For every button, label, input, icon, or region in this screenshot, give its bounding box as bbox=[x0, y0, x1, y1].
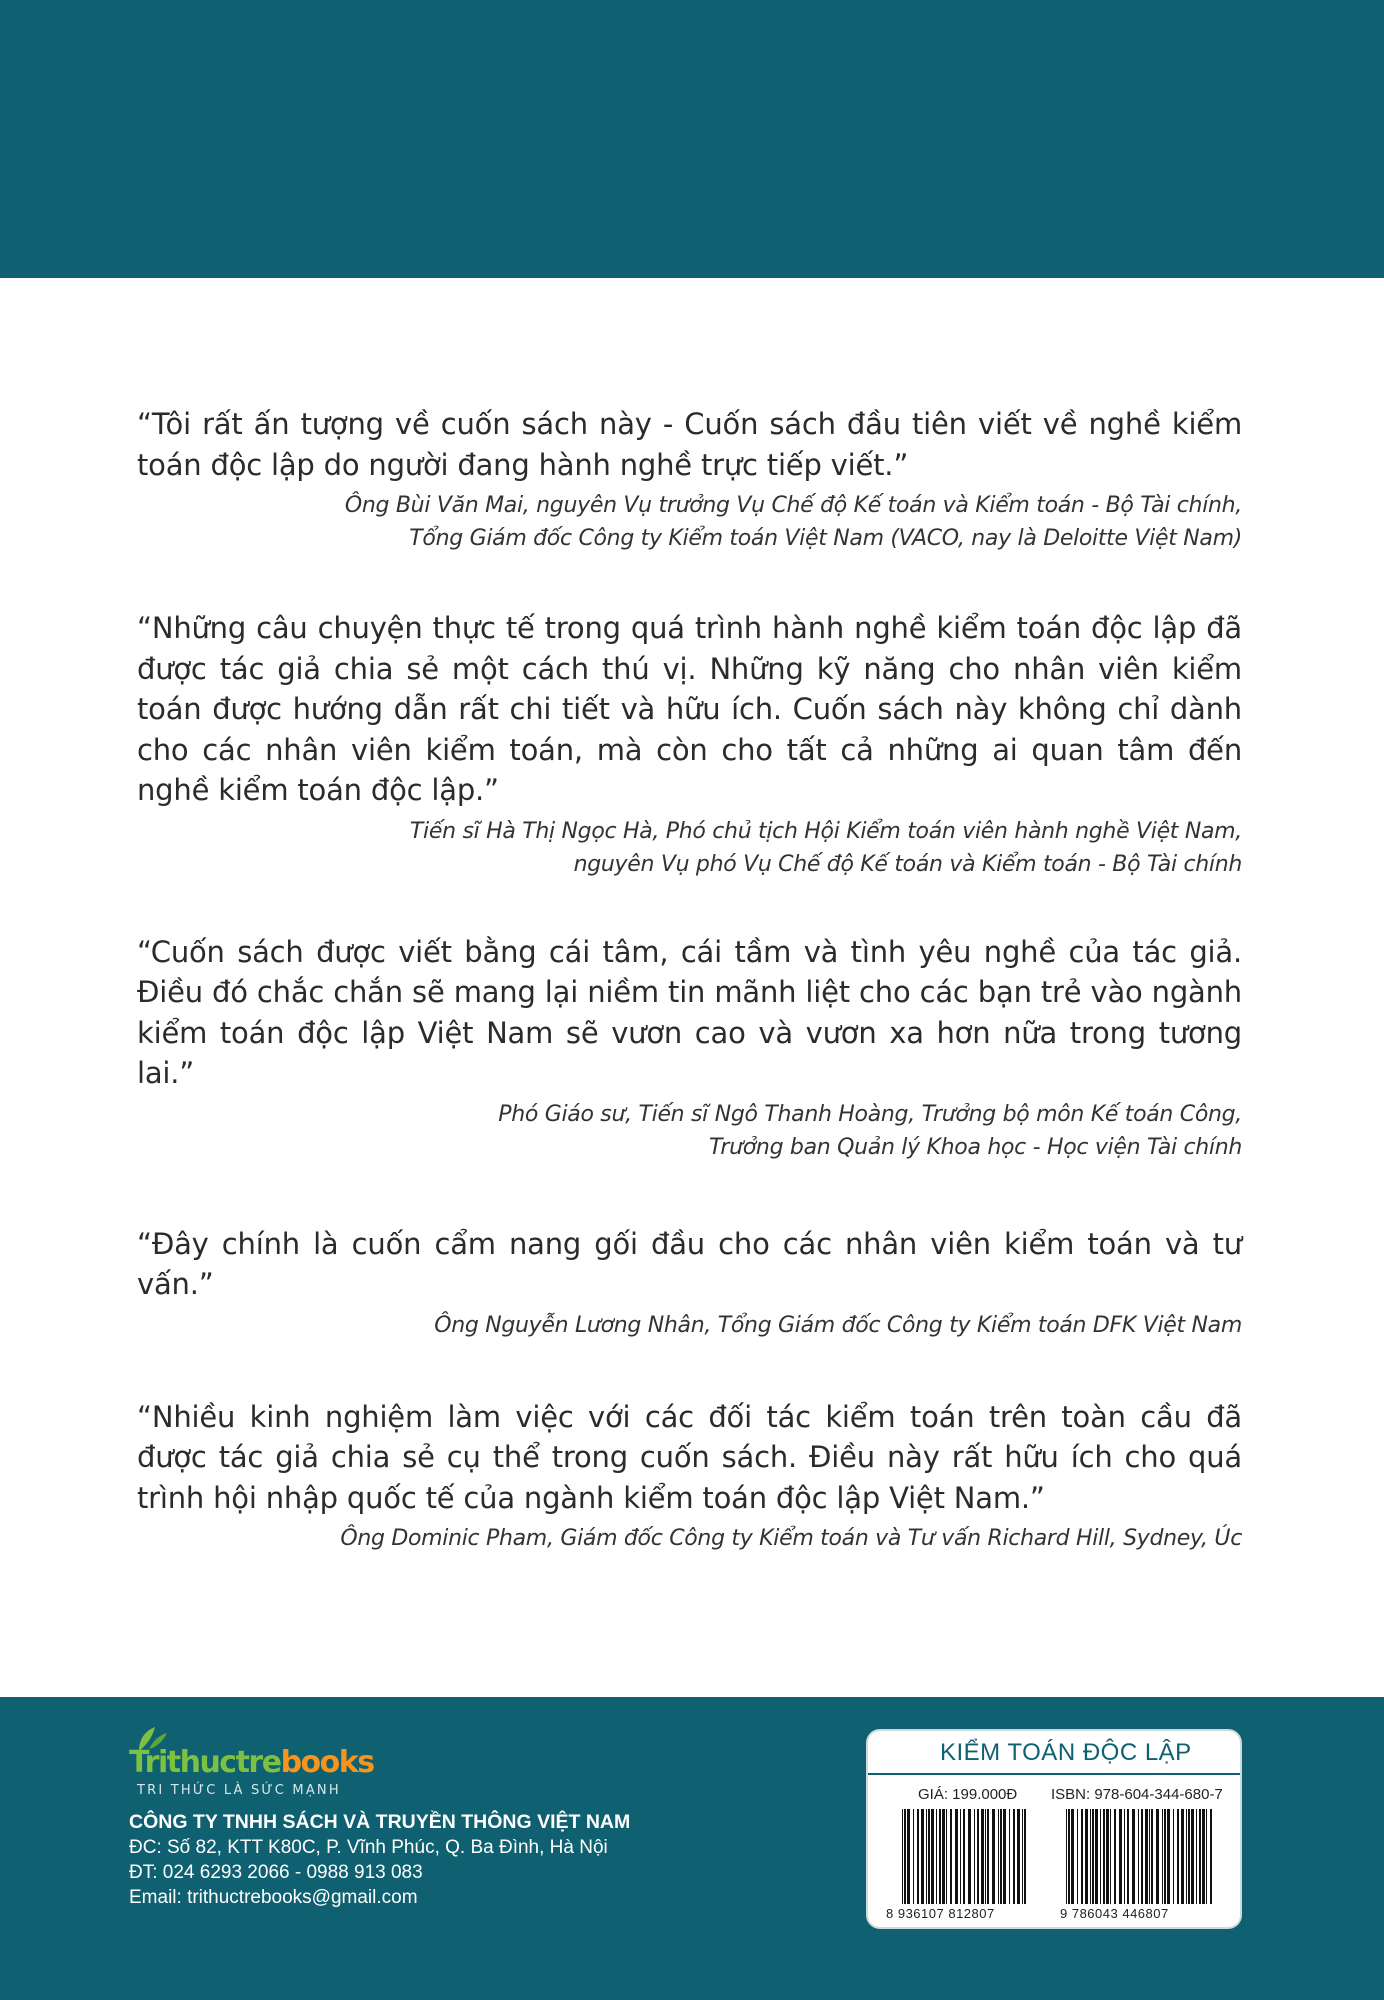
price-label: GIÁ: 199.000Đ bbox=[918, 1786, 1018, 1803]
barcode-stripe bbox=[1164, 1809, 1166, 1904]
attribution-line: Tiến sĩ Hà Thị Ngọc Hà, Phó chủ tịch Hội Kiểm toán viên hành nghề Việt Nam, bbox=[409, 818, 1242, 844]
barcode-right bbox=[1064, 1809, 1214, 1904]
logo-wordmark bbox=[129, 1745, 374, 1780]
logo-wordmark-part1: Trithuctre bbox=[129, 1745, 281, 1780]
testimonial-1-attribution bbox=[137, 489, 1242, 555]
testimonial-1-text: “Tôi rất ấn tượng về cuốn sách này - Cuốn sách đầu tiên viết về nghề kiểm toán độc lập do người đang hành nghề trực tiếp viết.” bbox=[137, 407, 1242, 482]
attribution-line: Ông Nguyễn Lương Nhân, Tổng Giám đốc Công ty Kiểm toán DFK Việt Nam bbox=[434, 1312, 1242, 1338]
testimonial-5 bbox=[137, 1397, 1242, 1556]
barcode-stripe bbox=[1162, 1809, 1163, 1904]
testimonial-2 bbox=[137, 608, 1242, 881]
barcode-stripe bbox=[981, 1809, 984, 1904]
barcode-stripe bbox=[1167, 1809, 1170, 1904]
barcode-stripe bbox=[931, 1809, 934, 1904]
testimonial-4-text: “Đây chính là cuốn cẩm nang gối đầu cho các nhân viên kiểm toán và tư vấn.” bbox=[137, 1226, 1242, 1301]
book-title-label: KIỂM TOÁN ĐỘC LẬP bbox=[868, 1731, 1240, 1775]
barcode-stripe bbox=[1199, 1809, 1201, 1904]
testimonial-3-attribution bbox=[137, 1098, 1242, 1164]
barcode-stripe bbox=[1149, 1809, 1150, 1904]
barcode-stripe bbox=[1177, 1809, 1179, 1904]
barcode-stripe bbox=[942, 1809, 945, 1904]
testimonial-4 bbox=[137, 1224, 1242, 1342]
barcode-stripe bbox=[1206, 1809, 1207, 1904]
barcode-stripe bbox=[985, 1809, 986, 1904]
barcode-stripe bbox=[946, 1809, 947, 1904]
barcode-stripe bbox=[913, 1809, 914, 1904]
attribution-line: nguyên Vụ phó Vụ Chế độ Kế toán và Kiểm toán - Bộ Tài chính bbox=[573, 851, 1242, 877]
barcode-stripe bbox=[1106, 1809, 1109, 1904]
isbn-label: ISBN: 978-604-344-680-7 bbox=[1051, 1786, 1223, 1803]
testimonial-4-attribution bbox=[137, 1309, 1242, 1342]
barcode-stripe bbox=[1081, 1809, 1083, 1904]
barcode-stripe bbox=[1110, 1809, 1111, 1904]
testimonial-5-attribution bbox=[137, 1522, 1242, 1555]
testimonial-2-attribution bbox=[137, 815, 1242, 881]
barcode-stripe bbox=[1068, 1809, 1070, 1904]
barcode-stripe bbox=[968, 1809, 971, 1904]
barcode-stripe bbox=[928, 1809, 930, 1904]
barcode-stripe bbox=[998, 1809, 999, 1904]
barcode-stripe bbox=[1132, 1809, 1135, 1904]
barcode-stripe bbox=[1186, 1809, 1187, 1904]
barcode-stripe bbox=[1013, 1809, 1015, 1904]
attribution-line: Phó Giáo sư, Tiến sĩ Ngô Thanh Hoàng, Trưởng bộ môn Kế toán Công, bbox=[498, 1101, 1242, 1127]
testimonial-3 bbox=[137, 932, 1242, 1164]
testimonial-1 bbox=[137, 404, 1242, 555]
barcode-number-right: 9 786043 446807 bbox=[1060, 1906, 1169, 1921]
testimonial-3-text: “Cuốn sách được viết bằng cái tâm, cái tầm và tình yêu nghề của tác giả. Điều đó chắc chắn sẽ mang lại niềm tin mãnh liệt cho các bạn trẻ vào ngành kiểm toán độc lập Việt Nam sẽ vươn cao và vươn xa hơn nữa trong tương lai.” bbox=[137, 934, 1242, 1090]
barcode-stripe bbox=[936, 1809, 937, 1904]
barcode-stripe bbox=[1114, 1809, 1116, 1904]
barcode-stripe bbox=[1173, 1809, 1174, 1904]
barcode-stripe bbox=[1009, 1809, 1010, 1904]
attribution-line: Trưởng ban Quản lý Khoa học - Học viện Tài chính bbox=[708, 1134, 1242, 1160]
barcode-stripe bbox=[1191, 1809, 1194, 1904]
barcode-stripe bbox=[987, 1809, 989, 1904]
barcode-stripe bbox=[1003, 1809, 1006, 1904]
barcode-stripe bbox=[1024, 1809, 1026, 1904]
logo-tagline: TRI THỨC LÀ SỨC MẠNH bbox=[137, 1783, 341, 1798]
barcode-stripe bbox=[1100, 1809, 1101, 1904]
publisher-company: CÔNG TY TNHH SÁCH VÀ TRUYỀN THÔNG VIỆT NAM bbox=[129, 1811, 631, 1833]
barcode-stripe bbox=[1022, 1809, 1023, 1904]
barcode-stripe bbox=[1090, 1809, 1091, 1904]
barcode-stripe bbox=[917, 1809, 919, 1904]
barcode-stripe bbox=[963, 1809, 965, 1904]
barcode-left bbox=[900, 1809, 1030, 1904]
barcode-stripe bbox=[904, 1809, 906, 1904]
barcode-stripe bbox=[977, 1809, 979, 1904]
barcode-number-left: 8 936107 812807 bbox=[886, 1906, 995, 1921]
barcode-stripe bbox=[992, 1809, 995, 1904]
attribution-line: Ông Dominic Pham, Giám đốc Công ty Kiểm toán và Tư vấn Richard Hill, Sydney, Úc bbox=[340, 1526, 1242, 1551]
barcode-stripe bbox=[960, 1809, 961, 1904]
barcode-stripe bbox=[1119, 1809, 1122, 1904]
barcode-stripe bbox=[1202, 1809, 1205, 1904]
barcode-stripe bbox=[1141, 1809, 1143, 1904]
testimonial-5-text: “Nhiều kinh nghiệm làm việc với các đối tác kiểm toán trên toàn cầu đã được tác giả chia sẻ cụ thể trong cuốn sách. Điều này rất hữu ích cho quá trình hội nhập quốc tế của ngành kiểm toán độc lập Việt Nam.” bbox=[137, 1399, 1242, 1515]
barcode-stripe bbox=[955, 1809, 958, 1904]
barcode-stripe bbox=[939, 1809, 941, 1904]
barcode-stripe bbox=[1095, 1809, 1098, 1904]
barcode-stripe bbox=[1145, 1809, 1148, 1904]
attribution-line: Ông Bùi Văn Mai, nguyên Vụ trưởng Vụ Chế độ Kế toán và Kiểm toán - Bộ Tài chính, bbox=[344, 493, 1242, 518]
barcode-stripe bbox=[1151, 1809, 1153, 1904]
barcode-stripe bbox=[902, 1809, 903, 1904]
publisher-phone: ĐT: 024 6293 2066 - 0988 913 083 bbox=[129, 1862, 423, 1883]
barcode-stripe bbox=[1210, 1809, 1212, 1904]
attribution-line: Tổng Giám đốc Công ty Kiểm toán Việt Nam (VACO, nay là Deloitte Việt Nam) bbox=[409, 526, 1242, 551]
publisher-email: Email: trithuctrebooks@gmail.com bbox=[129, 1887, 418, 1908]
barcode-stripe bbox=[1017, 1809, 1020, 1904]
barcode-stripe bbox=[950, 1809, 952, 1904]
barcode-stripe bbox=[1181, 1809, 1184, 1904]
barcode-stripe bbox=[1000, 1809, 1002, 1904]
barcode-stripe bbox=[1103, 1809, 1105, 1904]
barcode-stripe bbox=[1196, 1809, 1197, 1904]
barcode-stripe bbox=[1085, 1809, 1088, 1904]
barcode-stripe bbox=[1138, 1809, 1139, 1904]
barcode-stripe bbox=[1188, 1809, 1190, 1904]
barcode-stripe bbox=[1124, 1809, 1125, 1904]
barcode-stripe bbox=[974, 1809, 975, 1904]
barcode-stripe bbox=[1071, 1809, 1074, 1904]
publisher-info bbox=[129, 1810, 649, 1910]
barcode-stripe bbox=[907, 1809, 910, 1904]
barcode-stripe bbox=[1156, 1809, 1159, 1904]
logo-wordmark-part2: books bbox=[280, 1745, 374, 1780]
publisher-address: ĐC: Số 82, KTT K80C, P. Vĩnh Phúc, Q. Ba Đình, Hà Nội bbox=[129, 1837, 608, 1858]
barcode-stripe bbox=[1127, 1809, 1129, 1904]
testimonial-2-text: “Những câu chuyện thực tế trong quá trình hành nghề kiểm toán độc lập đã được tác giả chia sẻ một cách thú vị. Những kỹ năng cho nhân viên kiểm toán được hướng dẫn rất chi tiết và hữu ích. Cuốn sách này không chỉ dành cho các nhân viên kiểm toán, mà còn cho tất cả những ai quan tâm đến nghề kiểm toán độc lập.” bbox=[137, 611, 1242, 807]
barcode-panel bbox=[866, 1729, 1242, 1929]
barcode-stripe bbox=[1092, 1809, 1094, 1904]
barcode-stripe bbox=[921, 1809, 924, 1904]
testimonials bbox=[137, 404, 1242, 1555]
barcode-stripe bbox=[1077, 1809, 1078, 1904]
barcode-stripe bbox=[1066, 1809, 1067, 1904]
publisher-logo bbox=[129, 1725, 389, 1805]
barcode-stripe bbox=[926, 1809, 927, 1904]
top-color-band bbox=[0, 0, 1384, 278]
